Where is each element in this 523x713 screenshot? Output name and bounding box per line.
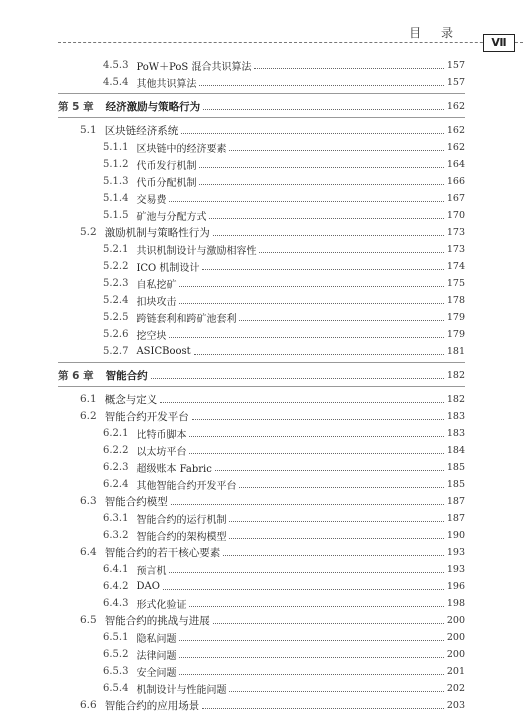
toc-subsection-row[interactable] <box>103 309 465 325</box>
toc-page-number: 178 <box>446 294 465 306</box>
toc-title: 代币发行机制 <box>136 160 197 172</box>
toc-section-row[interactable] <box>80 224 465 240</box>
toc-number: 6.5.2 <box>103 648 129 660</box>
toc-number: 6.5 <box>80 614 97 626</box>
toc-leader-dots <box>239 319 443 321</box>
toc-leader-dots <box>229 537 443 539</box>
toc-section-row[interactable] <box>80 493 465 509</box>
toc-subsection-row[interactable] <box>103 241 465 257</box>
toc-leader-dots <box>202 268 443 270</box>
toc-title: 激励机制与策略性行为 <box>104 226 210 239</box>
toc-leader-dots <box>160 401 444 403</box>
header-rule <box>58 42 523 43</box>
toc-title: DAO <box>136 580 160 592</box>
toc-section-row[interactable] <box>80 408 465 424</box>
toc-title: 机制设计与性能问题 <box>136 684 227 696</box>
toc-leader-dots <box>179 639 443 641</box>
toc-page-number: 167 <box>446 192 465 204</box>
toc-page-number: 202 <box>446 682 465 694</box>
toc-number: 6.2 <box>80 410 97 422</box>
toc-page-number: 184 <box>446 444 465 456</box>
toc-subsection-row[interactable] <box>103 578 465 594</box>
toc-page-number: 162 <box>446 100 465 112</box>
toc-subsection-row[interactable] <box>103 476 465 492</box>
toc-title: 其他智能合约开发平台 <box>136 480 237 492</box>
toc-title: 其他共识算法 <box>136 78 197 90</box>
toc-subsection-row[interactable] <box>103 74 465 90</box>
toc-leader-dots <box>171 503 444 505</box>
toc-number: 5.2.1 <box>103 243 129 255</box>
toc-title: 代币分配机制 <box>136 177 197 189</box>
toc-title: 隐私问题 <box>136 633 177 645</box>
toc-number: 6.4 <box>80 546 97 558</box>
toc-subsection-row[interactable] <box>103 646 465 662</box>
toc-page-number: 185 <box>446 461 465 473</box>
toc-title: 区块链经济系统 <box>104 124 179 137</box>
chapter-separator <box>58 117 465 118</box>
toc-number: 4.5.4 <box>103 76 129 88</box>
toc-number: 5.2.5 <box>103 311 129 323</box>
toc-leader-dots <box>229 520 443 522</box>
toc-subsection-row[interactable] <box>103 510 465 526</box>
page-header <box>0 0 523 54</box>
chapter-separator <box>58 386 465 387</box>
toc-subsection-row[interactable] <box>103 258 465 274</box>
toc-page-number: 187 <box>446 495 465 507</box>
toc-chapter-row[interactable] <box>58 98 465 114</box>
toc-subsection-row[interactable] <box>103 275 465 291</box>
toc-chapter-row[interactable] <box>58 367 465 383</box>
toc-title: 智能合约的架构模型 <box>136 531 227 543</box>
toc-number: 6.2.4 <box>103 478 129 490</box>
toc-title: 区块链中的经济要素 <box>136 143 227 155</box>
toc-page-number: 162 <box>446 141 465 153</box>
toc-page-number: 190 <box>446 529 465 541</box>
toc-title: 矿池与分配方式 <box>136 211 207 223</box>
toc-number: 6.5.3 <box>103 665 129 677</box>
toc-page-number: 185 <box>446 478 465 490</box>
toc-section-row[interactable] <box>80 697 465 713</box>
toc-title: 预言机 <box>136 565 167 577</box>
toc-number: 6.3.1 <box>103 512 129 524</box>
toc-subsection-row[interactable] <box>103 680 465 696</box>
toc-page-number: 179 <box>446 328 465 340</box>
toc-subsection-row[interactable] <box>103 326 465 342</box>
toc-title: 法律问题 <box>136 650 177 662</box>
toc-leader-dots <box>254 67 443 69</box>
toc-subsection-row[interactable] <box>103 190 465 206</box>
toc-number: 5.2.6 <box>103 328 129 340</box>
toc-number: 6.4.2 <box>103 580 129 592</box>
toc-subsection-row[interactable] <box>103 207 465 223</box>
toc-leader-dots <box>179 656 443 658</box>
toc-page-number: 201 <box>446 665 465 677</box>
toc-leader-dots <box>199 84 443 86</box>
toc-title: 智能合约模型 <box>104 495 168 508</box>
toc-number: 6.6 <box>80 699 97 711</box>
toc-leader-dots <box>259 251 443 253</box>
toc-number: 5.2.2 <box>103 260 129 272</box>
toc-leader-dots <box>203 108 444 110</box>
toc-leader-dots <box>239 486 443 488</box>
toc-number: 5.2.3 <box>103 277 129 289</box>
toc-leader-dots <box>179 302 443 304</box>
toc-subsection-row[interactable] <box>103 139 465 155</box>
toc-number: 5.2 <box>80 226 97 238</box>
toc-title: 智能合约的若干核心要素 <box>104 546 221 559</box>
toc-subsection-row[interactable] <box>103 292 465 308</box>
toc-title: 智能合约的应用场景 <box>104 699 200 712</box>
toc-number: 5.1.4 <box>103 192 129 204</box>
toc-page-number: 164 <box>446 158 465 170</box>
toc-section-row[interactable] <box>80 122 465 138</box>
toc-number: 第 5 章 <box>58 100 94 113</box>
toc-title: 自私挖矿 <box>136 279 177 291</box>
toc-subsection-row[interactable] <box>103 663 465 679</box>
toc-leader-dots <box>179 285 443 287</box>
toc-page-number: 183 <box>446 427 465 439</box>
toc-number: 6.2.3 <box>103 461 129 473</box>
toc-title: 挖空块 <box>136 330 167 342</box>
toc-page-number: 162 <box>446 124 465 136</box>
toc-subsection-row[interactable] <box>103 173 465 189</box>
toc-page-number: 187 <box>446 512 465 524</box>
toc-number: 5.2.4 <box>103 294 129 306</box>
toc-number: 4.5.3 <box>103 59 129 71</box>
toc-title: ASICBoost <box>136 345 191 357</box>
toc-number: 6.3.2 <box>103 529 129 541</box>
toc-number: 第 6 章 <box>58 369 94 382</box>
toc-title: 智能合约 <box>105 369 148 382</box>
toc-page-number: 157 <box>446 76 465 88</box>
toc-subsection-row[interactable] <box>103 156 465 172</box>
toc-title: 扣块攻击 <box>136 296 177 308</box>
toc-leader-dots <box>192 418 444 420</box>
toc-subsection-row[interactable] <box>103 629 465 645</box>
toc-title: 形式化验证 <box>136 599 187 611</box>
toc-number: 5.2.7 <box>103 345 129 357</box>
toc-number: 6.5.4 <box>103 682 129 694</box>
chapter-separator <box>58 93 465 94</box>
toc-page-number: 200 <box>446 631 465 643</box>
toc-number: 6.5.1 <box>103 631 129 643</box>
toc-number: 6.3 <box>80 495 97 507</box>
toc-page-number: 193 <box>446 563 465 575</box>
header-title: 目 录 <box>409 26 461 40</box>
toc-section-row[interactable] <box>80 612 465 628</box>
toc-leader-dots <box>194 353 444 355</box>
toc-title: 概念与定义 <box>104 393 158 406</box>
toc-page-number: 166 <box>446 175 465 187</box>
toc-leader-dots <box>163 588 444 590</box>
toc-leader-dots <box>151 377 444 379</box>
toc-page-number: 179 <box>446 311 465 323</box>
toc-leader-dots <box>199 166 443 168</box>
toc-number: 5.1 <box>80 124 97 136</box>
toc-page-number: 193 <box>446 546 465 558</box>
toc-leader-dots <box>169 200 443 202</box>
toc-page-number: 198 <box>446 597 465 609</box>
toc-number: 6.4.1 <box>103 563 129 575</box>
toc-page-number: 196 <box>446 580 465 592</box>
toc-number: 6.2.1 <box>103 427 129 439</box>
toc-page-number: 203 <box>446 699 465 711</box>
toc-leader-dots <box>202 707 444 709</box>
toc-leader-dots <box>189 435 443 437</box>
toc-page-number: 200 <box>446 648 465 660</box>
toc-subsection-row[interactable] <box>103 425 465 441</box>
toc-page-number: 170 <box>446 209 465 221</box>
toc-leader-dots <box>223 554 444 556</box>
toc-number: 6.1 <box>80 393 97 405</box>
toc-section-row[interactable] <box>80 391 465 407</box>
toc-title: 超级账本 Fabric <box>136 463 212 475</box>
toc-leader-dots <box>215 469 444 471</box>
toc-leader-dots <box>189 605 443 607</box>
toc-subsection-row[interactable] <box>103 561 465 577</box>
toc-page-number: 182 <box>446 369 465 381</box>
toc-title: 以太坊平台 <box>136 446 187 458</box>
toc-leader-dots <box>213 622 444 624</box>
toc-number: 6.4.3 <box>103 597 129 609</box>
toc-leader-dots <box>181 132 444 134</box>
toc-title: 安全问题 <box>136 667 177 679</box>
toc-subsection-row[interactable] <box>103 527 465 543</box>
toc-leader-dots <box>209 217 443 219</box>
toc-subsection-row[interactable] <box>103 595 465 611</box>
toc-page-number: 173 <box>446 226 465 238</box>
toc-leader-dots <box>229 149 443 151</box>
toc-title: 智能合约开发平台 <box>104 410 189 423</box>
toc-page-number: 182 <box>446 393 465 405</box>
toc-title: ICO 机制设计 <box>136 262 200 274</box>
toc-title: 智能合约的挑战与进展 <box>104 614 210 627</box>
toc-title: 交易费 <box>136 194 167 206</box>
toc-number: 6.2.2 <box>103 444 129 456</box>
toc-title: 智能合约的运行机制 <box>136 514 227 526</box>
toc-leader-dots <box>169 336 443 338</box>
toc-page-number: 200 <box>446 614 465 626</box>
toc-page-number: 173 <box>446 243 465 255</box>
page-number-box: Ⅶ <box>483 34 515 52</box>
toc-leader-dots <box>169 571 443 573</box>
toc-leader-dots <box>179 673 443 675</box>
toc-subsection-row[interactable] <box>103 442 465 458</box>
toc-number: 5.1.3 <box>103 175 129 187</box>
toc-subsection-row[interactable] <box>103 459 465 475</box>
toc-title: PoW＋PoS 混合共识算法 <box>136 61 252 73</box>
toc-number: 5.1.2 <box>103 158 129 170</box>
toc-page-number: 175 <box>446 277 465 289</box>
toc-page-number: 174 <box>446 260 465 272</box>
toc-leader-dots <box>213 234 444 236</box>
toc-title: 比特币脚本 <box>136 429 187 441</box>
toc-subsection-row[interactable] <box>103 57 465 73</box>
toc-page-number: 181 <box>446 345 465 357</box>
toc-number: 5.1.1 <box>103 141 129 153</box>
toc-page-number: 183 <box>446 410 465 422</box>
toc-title: 跨链套利和跨矿池套利 <box>136 313 237 325</box>
toc-leader-dots <box>189 452 443 454</box>
toc-section-row[interactable] <box>80 544 465 560</box>
toc-page-number: 157 <box>446 59 465 71</box>
toc-number: 5.1.5 <box>103 209 129 221</box>
toc-title: 共识机制设计与激励相容性 <box>136 245 257 257</box>
toc-subsection-row[interactable] <box>103 343 465 359</box>
toc-leader-dots <box>229 690 443 692</box>
chapter-separator <box>58 362 465 363</box>
toc-title: 经济激励与策略行为 <box>105 100 201 113</box>
toc-leader-dots <box>199 183 443 185</box>
